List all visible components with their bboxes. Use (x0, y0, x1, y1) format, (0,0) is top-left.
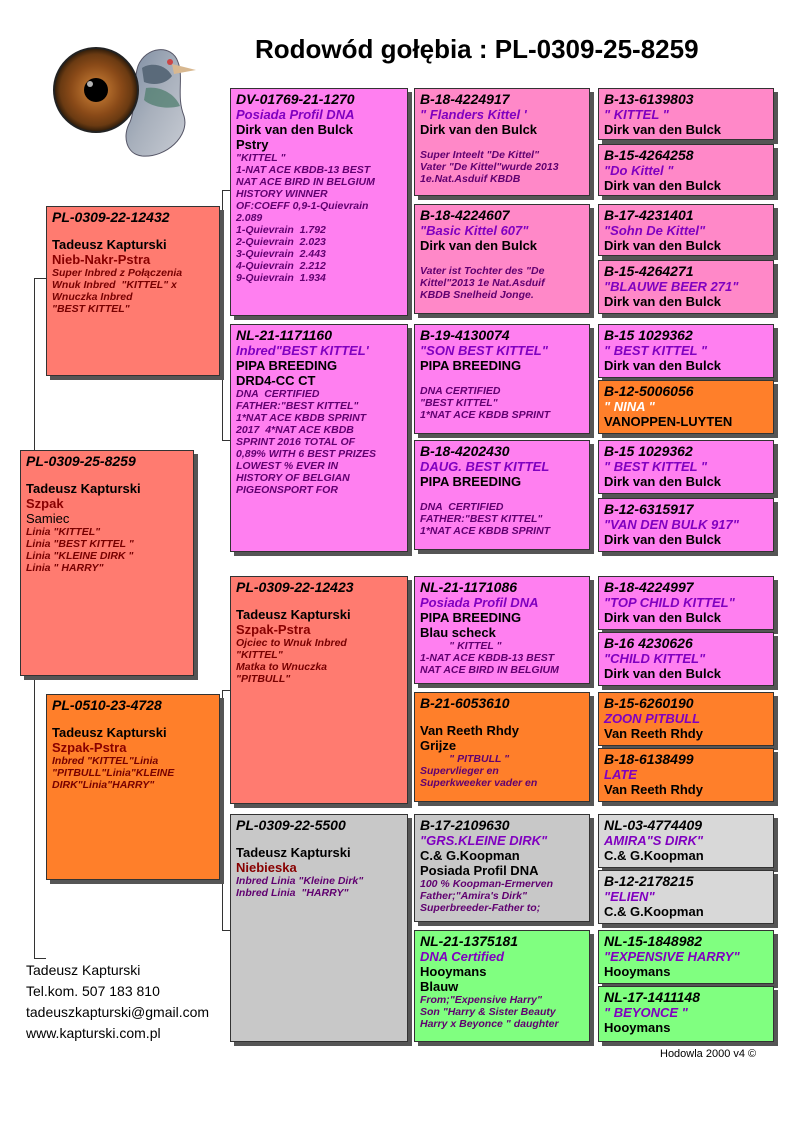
breeder-phone: Tel.kom. 507 183 810 (26, 983, 160, 999)
pigeon-eye-image (46, 26, 198, 166)
subject-color: Szpak (26, 496, 64, 511)
great-grandparent-card: B-18-4202430 DAUG. BEST KITTEL PIPA BREEDING DNA CERTIFIED FATHER:"BEST KITTEL" 1*NAT ACE KBDB SPRINT (414, 440, 590, 550)
subject-lines: Linia "KITTEL" Linia "BEST KITTEL " Linia "KLEINE DIRK " Linia " HARRY" (26, 526, 134, 574)
subject-owner: Tadeusz Kapturski (26, 481, 141, 496)
great-grandparent-card: B-18-4224607 "Basic Kittel 607" Dirk van den Bulck Vater ist Tochter des "De Kittel"2013 1e Nat.Asduif KBDB Snelheid Jonge. (414, 204, 590, 314)
breeder-email[interactable]: tadeuszkapturski@gmail.com (26, 1004, 210, 1020)
ancestor-card: B-12-2178215 "ELIEN" C.& G.Koopman (598, 870, 774, 924)
father-owner: Tadeusz Kapturski (52, 237, 167, 252)
ancestor-card: B-13-6139803 " KITTEL " Dirk van den Bulck (598, 88, 774, 140)
father-ring: PL-0309-22-12432 (52, 209, 170, 225)
mother-owner: Tadeusz Kapturski (52, 725, 167, 740)
ancestor-card: B-15-4264258 "Do Kittel " Dirk van den Bulck (598, 144, 774, 196)
grandparent-card: DV-01769-21-1270 Posiada Profil DNA Dirk van den Bulck Pstry "KITTEL " 1-NAT ACE KBDB-13 BEST NAT ACE BIRD IN BELGIUM HISTORY WINNER OF:COEFF 0,9-1-Quievrain 2.089 1-Quievrain 1.792 2-Quievrain 2.023 3-Quievrain 2.443 4-Quievrain 2.212 9-Quievrain 1.934 (230, 88, 408, 316)
ancestor-card: B-15 1029362 " BEST KITTEL " Dirk van den Bulck (598, 324, 774, 378)
mother-ring: PL-0510-23-4728 (52, 697, 162, 713)
grandparent-card: PL-0309-22-5500 Tadeusz Kapturski Niebieska Inbred Linia "Kleine Dirk" Inbred Linia "HARRY" (230, 814, 408, 1042)
ancestor-card: NL-03-4774409 AMIRA"S DIRK" C.& G.Koopman (598, 814, 774, 868)
ancestor-card: NL-15-1848982 "EXPENSIVE HARRY" Hooymans (598, 930, 774, 984)
mother-notes: Inbred "KITTEL"Linia "PITBULL"Linia"KLEINE DIRK"Linia"HARRY" (52, 755, 175, 791)
great-grandparent-card: NL-21-1171086 Posiada Profil DNA PIPA BREEDING Blau scheck " KITTEL " 1-NAT ACE KBDB-13 BEST NAT ACE BIRD IN BELGIUM (414, 576, 590, 684)
ancestor-card: B-12-6315917 "VAN DEN BULK 917" Dirk van den Bulck (598, 498, 774, 552)
software-credit: Hodowla 2000 v4 © (660, 1048, 757, 1060)
ancestor-card: B-15 1029362 " BEST KITTEL " Dirk van den Bulck (598, 440, 774, 494)
father-color: Nieb-Nakr-Pstra (52, 252, 151, 267)
connector-line (222, 190, 223, 440)
great-grandparent-card: B-21-6053610 Van Reeth Rhdy Grijze " PITBULL " Supervlieger en Superkweeker vader en (414, 692, 590, 802)
connector-line (34, 958, 46, 959)
subject-pigeon-card (20, 450, 194, 676)
subject-sex: Samiec (26, 511, 70, 526)
connector-line (34, 278, 46, 279)
ancestor-card: B-15-4264271 "BLAUWE BEER 271" Dirk van den Bulck (598, 260, 774, 314)
great-grandparent-card: B-18-4224917 " Flanders Kittel ' Dirk van den Bulck Super Inteelt "De Kittel" Vater "De Kittel"wurde 2013 1e.Nat.Asduif KBDB (414, 88, 590, 196)
father-notes: Super Inbred z Połączenia Wnuk Inbred "KITTEL" x Wnuczka Inbred "BEST KITTEL" (52, 267, 183, 315)
father-card (46, 206, 220, 376)
grandparent-card: PL-0309-22-12423 Tadeusz Kapturski Szpak-Pstra Ojciec to Wnuk Inbred "KITTEL" Matka to Wnuczka "PITBULL" (230, 576, 408, 804)
ancestor-card: NL-17-1411148 " BEYONCE " Hooymans (598, 986, 774, 1042)
mother-color: Szpak-Pstra (52, 740, 127, 755)
great-grandparent-card: B-19-4130074 "SON BEST KITTEL" PIPA BREEDING DNA CERTIFIED "BEST KITTEL" 1*NAT ACE KBDB SPRINT (414, 324, 590, 434)
ancestor-card: B-15-6260190 ZOON PITBULL Van Reeth Rhdy (598, 692, 774, 746)
ancestor-card: B-12-5006056 " NINA " VANOPPEN-LUYTEN (598, 380, 774, 434)
connector-line (222, 190, 230, 191)
connector-line (222, 690, 230, 691)
ancestor-card: B-17-4231401 "Sohn De Kittel" Dirk van den Bulck (598, 204, 774, 256)
page-title: Rodowód gołębia : PL-0309-25-8259 (255, 34, 699, 64)
grandparent-card: NL-21-1171160 Inbred"BEST KITTEL' PIPA BREEDING DRD4-CC CT DNA CERTIFIED FATHER:"BEST KITTEL" 1*NAT ACE KBDB SPRINT 2017 4*NAT ACE KBDB SPRINT 2016 TOTAL OF 0,89% WITH 6 BEST PRIZES LOWEST % EVER IN HISTORY OF BELGIAN PIGEONSPORT FOR (230, 324, 408, 552)
breeder-name: Tadeusz Kapturski (26, 962, 141, 978)
great-grandparent-card: B-17-2109630 "GRS.KLEINE DIRK" C.& G.Koopman Posiada Profil DNA 100 % Koopman-Ermerven Father;"Amira's Dirk" Superbreeder-Father to; (414, 814, 590, 922)
great-grandparent-card: NL-21-1375181 DNA Certified Hooymans Blauw From;"Expensive Harry" Son "Harry & Sister Beauty Harry x Beyonce " daughter (414, 930, 590, 1042)
connector-line (222, 930, 230, 931)
ancestor-card: B-18-4224997 "TOP CHILD KITTEL" Dirk van den Bulck (598, 576, 774, 630)
mother-card (46, 694, 220, 880)
subject-ring: PL-0309-25-8259 (26, 453, 136, 469)
ancestor-card: B-18-6138499 LATE Van Reeth Rhdy (598, 748, 774, 802)
breeder-contact (26, 960, 209, 1044)
ancestor-card: B-16 4230626 "CHILD KITTEL" Dirk van den Bulck (598, 632, 774, 686)
connector-line (222, 690, 223, 930)
connector-line (222, 440, 230, 441)
breeder-website[interactable]: www.kapturski.com.pl (26, 1025, 161, 1041)
